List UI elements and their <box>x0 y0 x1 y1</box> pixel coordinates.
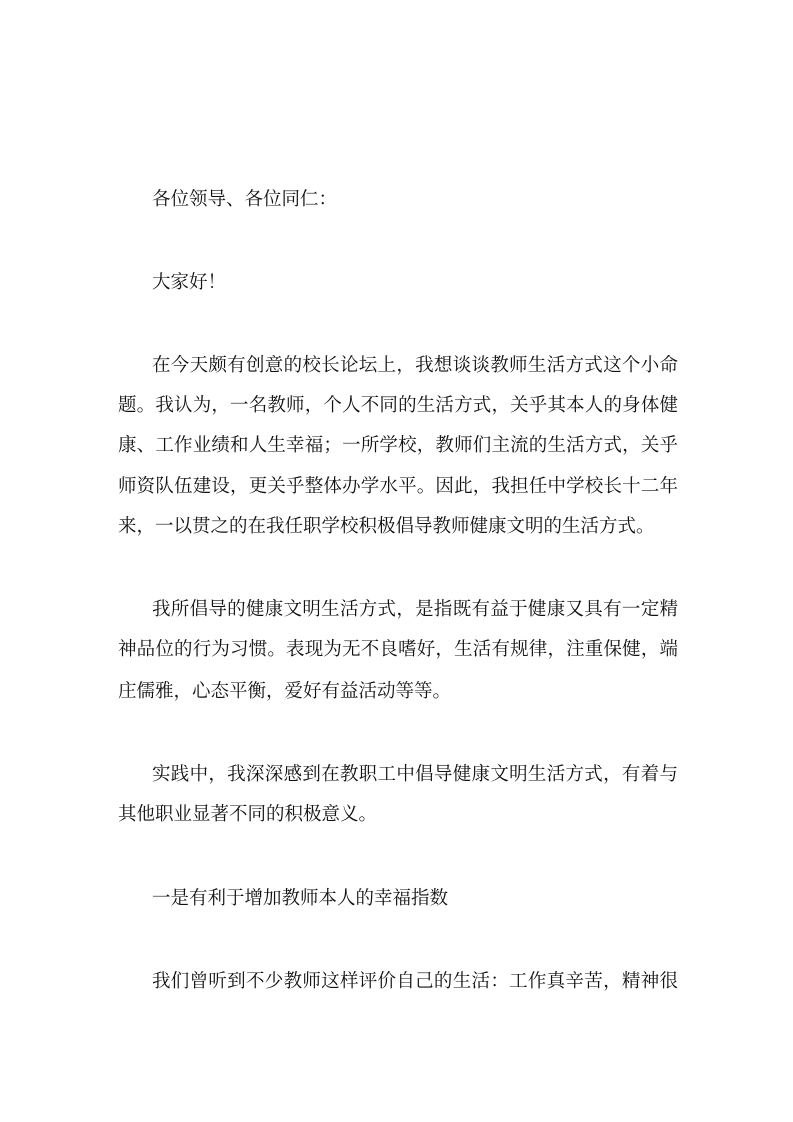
paragraph-line: 神品位的行为习惯。表现为无不良嗜好，生活有规律，注重保健，端 <box>118 639 678 660</box>
paragraph-line: 其他职业显著不同的积极意义。 <box>118 804 378 825</box>
paragraph-line: 我所倡导的健康文明生活方式，是指既有益于健康又具有一定精 <box>152 599 678 620</box>
paragraph-line: 实践中，我深深感到在教职工中倡导健康文明生活方式，有着与 <box>152 764 678 785</box>
paragraph-line: 在今天颇有创意的校长论坛上，我想谈谈教师生活方式这个小命 <box>152 355 678 376</box>
paragraph-line: 题。我认为，一名教师，个人不同的生活方式，关乎其本人的身体健 <box>118 395 678 416</box>
section-heading: 一是有利于增加教师本人的幸福指数 <box>152 888 449 909</box>
paragraph-line: 庄儒雅，心态平衡，爱好有益活动等等。 <box>118 681 452 702</box>
paragraph-line: 师资队伍建设，更关乎整体办学水平。因此，我担任中学校长十二年 <box>118 476 678 497</box>
paragraph-line: 康、工作业绩和人生幸福；一所学校，教师们主流的生活方式，关乎 <box>118 435 678 456</box>
paragraph-line: 来，一以贯之的在我任职学校积极倡导教师健康文明的生活方式。 <box>118 516 655 537</box>
paragraph-line: 我们曾听到不少教师这样评价自己的生活：工作真辛苦，精神很 <box>152 971 678 992</box>
greeting: 大家好！ <box>152 272 227 293</box>
salutation: 各位领导、各位同仁： <box>152 189 338 210</box>
